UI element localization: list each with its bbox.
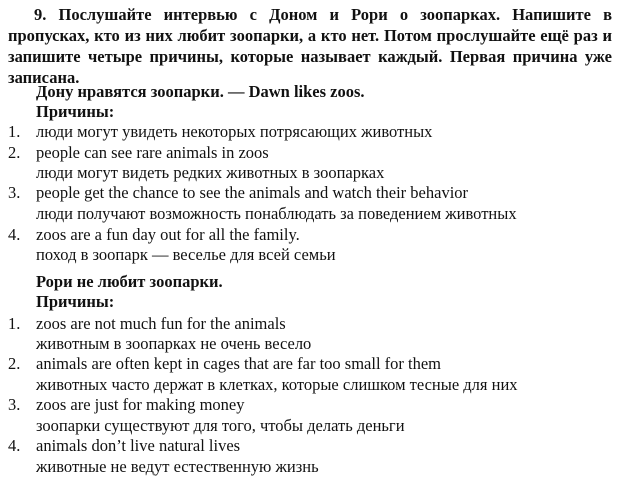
dawn-heading: Дону нравятся зоопарки. — Dawn likes zoos. — [36, 82, 365, 101]
rory-item-3-number: 3. — [8, 395, 21, 414]
dawn-item-2-ru: люди могут видеть редких животных в зоопарках — [36, 163, 385, 182]
dawn-item-3-en: people get the chance to see the animals and watch their behavior — [36, 183, 469, 202]
rory-item-4-number: 4. — [8, 436, 21, 455]
rory-item-2-ru: животных часто держат в клетках, которые слишком тесные для них — [36, 375, 518, 394]
dawn-item-2-en: people can see rare animals in zoos — [36, 143, 269, 162]
task-instructions: 9. Послушайте интервью с Доном и Рори о зоопарках. Напишите в пропусках, кто из них любит зоопарки, а кто нет. Потом прослушайте ещё раз и запишите четыре причины, которые называет каждый. Первая причина уже записана. — [8, 5, 612, 87]
dawn-item-1-number: 1. — [8, 122, 21, 141]
rory-item-2-en: animals are often kept in cages that are far too small for them — [36, 354, 442, 373]
rory-heading: Рори не любит зоопарки. — [36, 272, 223, 291]
rory-item-1-ru: животным в зоопарках не очень весело — [36, 334, 312, 353]
rory-reasons-label: Причины: — [36, 292, 115, 311]
dawn-reasons-label: Причины: — [36, 102, 115, 121]
dawn-item-3-ru: люди получают возможность понаблюдать за поведением животных — [36, 204, 517, 223]
rory-item-1-en: zoos are not much fun for the animals — [36, 314, 286, 333]
dawn-item-1-ru: люди могут увидеть некоторых потрясающих животных — [36, 122, 433, 141]
dawn-item-4-number: 4. — [8, 225, 21, 244]
dawn-item-2-number: 2. — [8, 143, 21, 162]
rory-item-2-number: 2. — [8, 354, 21, 373]
rory-item-4-ru: животные не ведут естественную жизнь — [36, 457, 319, 476]
rory-item-1-number: 1. — [8, 314, 21, 333]
dawn-item-4-en: zoos are a fun day out for all the family. — [36, 225, 300, 244]
dawn-item-4-ru: поход в зоопарк — веселье для всей семьи — [36, 245, 336, 264]
rory-item-3-en: zoos are just for making money — [36, 395, 245, 414]
dawn-item-3-number: 3. — [8, 183, 21, 202]
rory-item-3-ru: зоопарки существуют для того, чтобы делать деньги — [36, 416, 405, 435]
rory-item-4-en: animals don’t live natural lives — [36, 436, 241, 455]
